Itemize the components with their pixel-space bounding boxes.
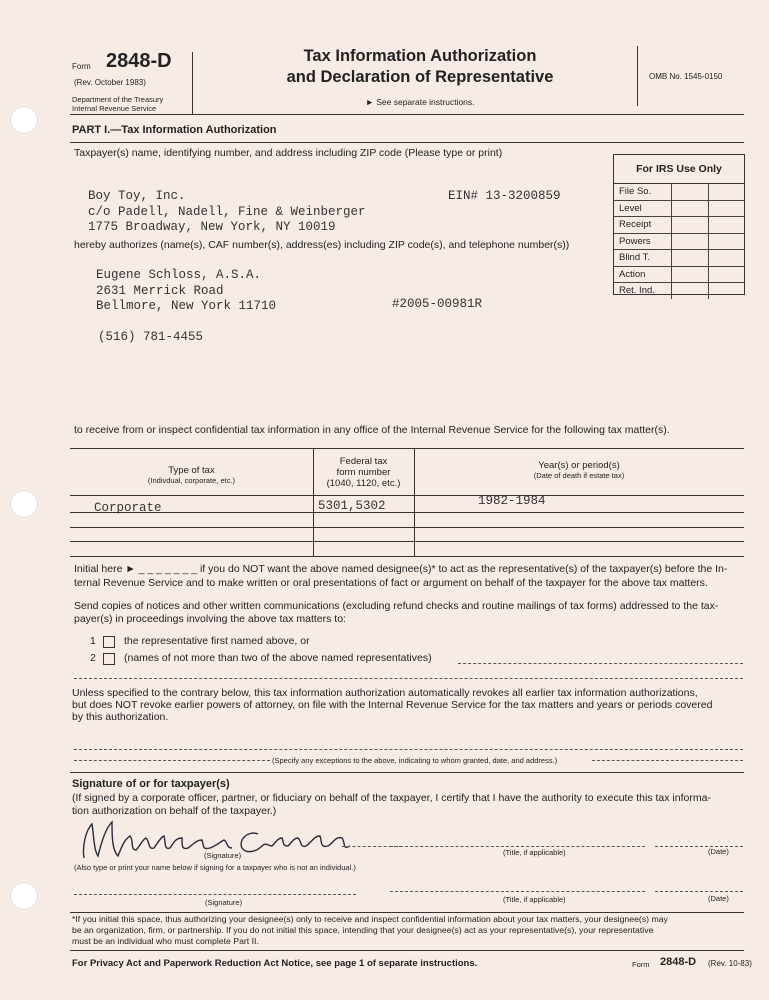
row1-form-number: 5301,5302 [318, 499, 386, 513]
taxpayer-address2: 1775 Broadway, New York, NY 10019 [88, 220, 336, 234]
exceptions-blank-line1[interactable] [74, 749, 743, 750]
irs-row-label: Powers [614, 234, 672, 250]
rep-address1: 2631 Merrick Road [96, 284, 224, 298]
rep-name: Eugene Schloss, A.S.A. [96, 268, 262, 282]
irs-row-label: Level [614, 201, 672, 217]
col1-header-line2: (Indivdual, corporate, etc.) [147, 476, 236, 485]
option1-checkbox[interactable] [103, 633, 115, 651]
option-extra-blank-line[interactable] [74, 678, 743, 679]
taxpayer-address1: c/o Padell, Nadell, Fine & Weinberger [88, 205, 366, 219]
option1-text: the representative first named above, or [124, 635, 310, 647]
signature-cert-line2: tion authorization on behalf of the taxpayer.) [72, 805, 277, 817]
header-rule [70, 114, 744, 115]
option2-number: 2 [90, 652, 96, 664]
col3-header-line2: (Date of death if estate tax) [533, 471, 625, 480]
instructions-note: ► See separate instructions. [365, 97, 475, 107]
title-line2[interactable] [390, 891, 645, 892]
footnote-line2: be an organization, firm, or partnership. If you do not initial this space, intending that your designee(s) act as your representative(s), your representative [72, 925, 654, 935]
form-title-line1: Tax Information Authorization [303, 47, 537, 65]
table-bottom-rule [70, 556, 744, 557]
table-header-rule [70, 495, 744, 496]
omb-number: OMB No. 1545-0150 [649, 72, 723, 81]
irs-use-only-box [613, 154, 745, 295]
col1-header-line1: Type of tax [168, 465, 215, 476]
footer-rule [70, 950, 744, 951]
col2-header-line3: (1040, 1120, etc.) [326, 478, 401, 489]
col3-header-line1: Year(s) or period(s) [538, 460, 620, 471]
table-row-rule1 [70, 512, 744, 513]
irs-row-level [614, 201, 744, 218]
binder-hole-middle [10, 490, 38, 518]
option1-number: 1 [90, 635, 96, 647]
irs-row-label: Ret. Ind. [614, 283, 672, 299]
footnote-line3: must be an individual who must complete Part II. [72, 936, 259, 946]
initial-line1: Initial here ► _ _ _ _ _ _ _ if you do NOT want the above named designee(s)* to act as the representative(s) of the taxpayer(s) before the In- [74, 563, 728, 575]
irs-row-label: Blind T. [614, 250, 672, 266]
binder-hole-bottom [10, 882, 38, 910]
table-top-rule [70, 448, 744, 449]
irs-row-label: File So. [614, 184, 672, 200]
taxpayer-label: Taxpayer(s) name, identifying number, and address including ZIP code (Please type or print) [74, 147, 503, 159]
title-line1[interactable] [390, 846, 645, 847]
copies-line2: payer(s) in proceedings involving the above tax matters to: [74, 613, 346, 625]
also-type-caption: (Also type or print your name below if signing for a taxpayer who is not an individual.) [74, 863, 356, 872]
revocation-line2: but does NOT revoke earlier powers of attorney, on file with the Internal Revenue Service for the tax matters and years or periods covered [72, 699, 713, 711]
signature-heading: Signature of or for taxpayer(s) [72, 778, 230, 790]
form-title-line2: and Declaration of Representative [286, 68, 554, 86]
signature-cert-line1: (If signed by a corporate officer, partner, or fiduciary on behalf of the taxpayer, I certify that I have the authority to execute this tax informa- [72, 792, 711, 804]
department-line1: Department of the Treasury [72, 95, 164, 104]
irs-row-receipt [614, 217, 744, 234]
date-line2[interactable] [655, 891, 743, 892]
part1-heading: PART I.—Tax Information Authorization [72, 124, 277, 136]
exceptions-blank-line2a[interactable] [74, 760, 270, 761]
signature-caption: (Signature) [204, 851, 242, 860]
irs-row-label: Action [614, 267, 672, 283]
copies-line1: Send copies of notices and other written communications (excluding refund checks and routine mailings of tax forms) addressed to the tax- [74, 600, 719, 612]
signature-caption2: (Signature) [205, 898, 243, 907]
form-word: Form [72, 62, 91, 71]
footnote-rule [70, 912, 744, 913]
binder-hole-top [10, 106, 38, 134]
row1-tax-type: Corporate [94, 501, 162, 515]
signature-section-rule [70, 772, 744, 773]
footer-form-number: 2848-D [660, 956, 697, 968]
col2-header-line1: Federal tax [339, 456, 388, 467]
taxpayer-name: Boy Toy, Inc. [88, 189, 186, 203]
footer-revision: (Rev. 10-83) [708, 959, 752, 968]
department-line2: Internal Revenue Service [72, 104, 157, 113]
title-caption2: (Title, if applicable) [503, 895, 566, 904]
taxpayer-ein: EIN# 13-3200859 [448, 189, 561, 203]
receive-label: to receive from or inspect confidential tax information in any office of the Internal Revenue Service for the following tax matter(s). [74, 424, 670, 436]
rep-address2: Bellmore, New York 11710 [96, 299, 277, 313]
option2-text: (names of not more than two of the above named representatives) [124, 652, 432, 664]
part1-rule [70, 142, 744, 143]
handwritten-signature-text [76, 806, 92, 808]
date-caption: (Date) [708, 847, 729, 856]
authorizes-label: hereby authorizes (name(s), CAF number(s), address(es) including ZIP code(s), and telephone number(s)) [74, 239, 570, 251]
rep-phone: (516) 781-4455 [98, 330, 204, 344]
footnote-line1: *If you initial this space, thus authorizing your designee(s) only to receive and inspect confidential information about your tax matters, your designee(s) may [72, 914, 668, 924]
revocation-line1: Unless specified to the contrary below, this tax information authorization automatically revokes all earlier tax information authorizations, [72, 687, 698, 699]
signature-line2[interactable] [74, 894, 356, 895]
form-revision: (Rev. October 1983) [74, 78, 146, 87]
footer-form-word: Form [632, 960, 650, 969]
irs-row-label: Receipt [614, 217, 672, 233]
col2-header-line2: form number [336, 467, 391, 478]
initial-line2: ternal Revenue Service and to make written or oral presentations of fact or argument on behalf of the taxpayer for the above tax matters. [74, 577, 708, 589]
irs-row-ret-ind [614, 283, 744, 299]
privacy-notice: For Privacy Act and Paperwork Reduction Act Notice, see page 1 of separate instructions. [72, 958, 478, 969]
table-row-rule3 [70, 541, 744, 542]
form-number: 2848-D [106, 50, 172, 72]
rep-caf-number: #2005-00981R [392, 297, 483, 311]
irs-row-blind [614, 250, 744, 267]
row1-years: 1982-1984 [478, 494, 546, 508]
exceptions-blank-line2b[interactable] [592, 760, 743, 761]
option2-checkbox[interactable] [103, 650, 115, 668]
irs-box-title: For IRS Use Only [614, 155, 744, 184]
header-divider-right [637, 46, 638, 106]
revocation-line3: by this authorization. [72, 711, 169, 723]
table-row-rule2 [70, 527, 744, 528]
date-line1[interactable] [655, 846, 743, 847]
date-caption2: (Date) [708, 894, 729, 903]
irs-row-powers [614, 234, 744, 251]
exceptions-caption: (Specify any exceptions to the above, indicating to whom granted, date, and address.) [272, 756, 558, 765]
header-divider-left [192, 52, 193, 114]
irs-row-file-so [614, 184, 744, 201]
title-caption: (Title, if applicable) [503, 848, 566, 857]
irs-row-action [614, 267, 744, 284]
option2-blank-line[interactable] [458, 663, 743, 664]
